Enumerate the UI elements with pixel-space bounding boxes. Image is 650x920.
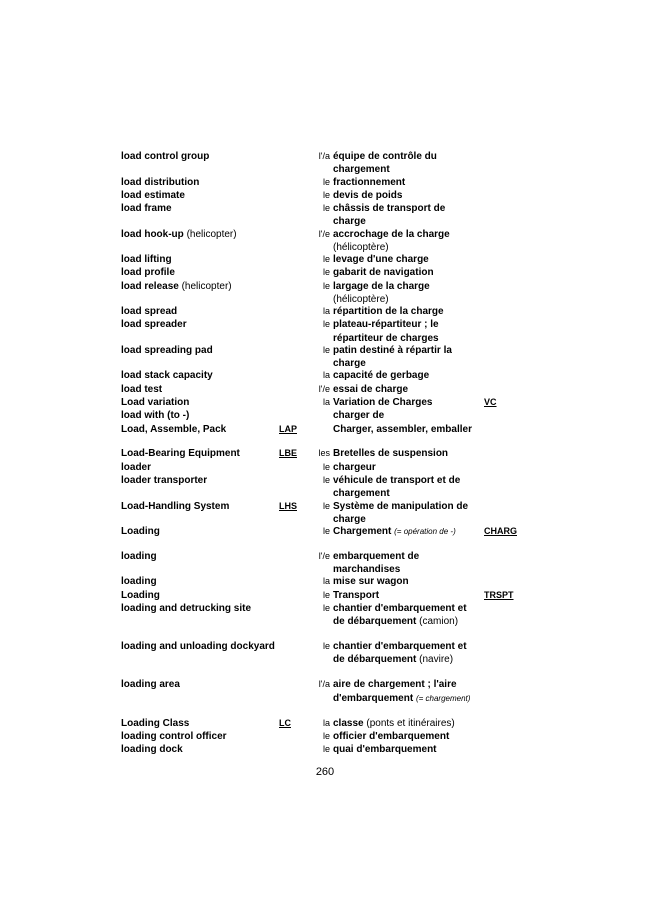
code-link[interactable]: CHARG: [484, 526, 517, 537]
article: l'/e: [318, 228, 330, 239]
glossary-entry: [121, 253, 541, 266]
glossary-entry: [121, 743, 541, 756]
article: l'/e: [318, 550, 330, 561]
french-note: (navire): [419, 654, 454, 666]
article: le: [322, 176, 330, 187]
article: le: [322, 475, 330, 486]
english-term: Load, Assemble, Pack: [121, 423, 227, 435]
article: le: [322, 267, 330, 278]
english-term: Loading Class: [121, 717, 190, 729]
english-term: loading and unloading dockyard: [121, 641, 275, 653]
english-term: load control group: [121, 151, 210, 162]
french-term: chantier d'embarquement et de débarquement (navire): [333, 641, 467, 666]
french-term: véhicule de transport et de chargement: [333, 475, 461, 500]
article: le: [322, 254, 330, 265]
french-term: essai de charge: [333, 383, 409, 395]
french-term: châssis de transport de charge: [333, 203, 446, 228]
glossary-entry: [121, 369, 541, 382]
glossary-entry: [121, 717, 541, 730]
french-term: largage de la charge (hélicoptère): [333, 280, 430, 305]
english-term: loader transporter: [121, 475, 208, 487]
french-term: répartition de la charge: [333, 306, 444, 318]
french-term: levage d'une charge: [333, 254, 429, 266]
french-term: devis de poids: [333, 189, 403, 201]
french-term: fractionnement: [333, 176, 406, 188]
english-term: loading control officer: [121, 730, 227, 742]
french-term: équipe de contrôle du chargement: [333, 151, 437, 176]
article: l'/a: [318, 151, 330, 161]
english-term: loading dock: [121, 744, 183, 756]
english-term: Load-Handling System: [121, 500, 230, 512]
glossary-entry: [121, 189, 541, 202]
french-term: Transport: [333, 589, 380, 601]
spacer: [121, 436, 541, 448]
glossary-entry: [121, 396, 541, 409]
french-note: (ponts et itinéraires): [366, 717, 455, 729]
french-term: classe (ponts et itinéraires): [333, 717, 455, 729]
article: le: [322, 589, 330, 600]
english-term: load lifting: [121, 254, 172, 266]
glossary-entry: [121, 280, 541, 306]
article: la: [322, 306, 330, 317]
french-term: accrochage de la charge (hélicoptère): [333, 228, 450, 253]
glossary-entries: [121, 150, 541, 756]
article: le: [322, 730, 330, 741]
glossary-entry: [121, 150, 541, 176]
spacer: [121, 538, 541, 550]
english-term: load distribution: [121, 176, 200, 188]
glossary-entry: [121, 474, 541, 500]
abbreviation-link[interactable]: LC: [279, 717, 291, 728]
french-term: chantier d'embarquement et de débarquement (camion): [333, 602, 467, 628]
article: le: [322, 526, 330, 537]
french-term: mise sur wagon: [333, 576, 409, 588]
english-term: loading: [121, 576, 157, 588]
english-term: load spread: [121, 306, 178, 318]
french-term: officier d'embarquement: [333, 730, 450, 742]
english-term: Loading: [121, 526, 160, 538]
english-term: Load variation: [121, 397, 190, 409]
code-link[interactable]: VC: [484, 397, 497, 408]
glossary-entry: [121, 447, 541, 460]
article: la: [322, 576, 330, 587]
article: la: [322, 717, 330, 728]
french-term: aire de chargement ; l'aire d'embarquement (= chargement): [333, 679, 471, 704]
abbreviation-link[interactable]: LHS: [279, 500, 297, 511]
glossary-entry: [121, 318, 541, 344]
french-term: Système de manipulation de charge: [333, 500, 469, 525]
article: l'/a: [318, 679, 330, 690]
article: le: [322, 744, 330, 755]
glossary-entry: [121, 202, 541, 228]
glossary-entry: [121, 678, 541, 716]
glossary-entry: [121, 266, 541, 279]
article: les: [318, 448, 330, 459]
english-note: (helicopter): [186, 228, 237, 240]
english-term: load profile: [121, 267, 175, 279]
english-term: loading: [121, 550, 157, 562]
english-term: loading and detrucking site: [121, 602, 252, 614]
glossary-entry: [121, 305, 541, 318]
french-term: patin destiné à répartir la charge: [333, 344, 452, 370]
english-term: loading area: [121, 679, 180, 691]
glossary-entry: [121, 730, 541, 743]
french-term: charger de: [333, 410, 385, 422]
french-term: Charger, assembler, emballer: [333, 423, 472, 435]
article: le: [322, 203, 330, 214]
abbreviation-link[interactable]: LBE: [279, 448, 297, 459]
english-term: load stack capacity: [121, 370, 213, 382]
article: l'/e: [318, 383, 330, 394]
english-term: load with (to -): [121, 410, 190, 422]
article: le: [322, 189, 330, 200]
english-term: load spreading pad: [121, 344, 213, 356]
french-term: Variation de Charges: [333, 397, 433, 409]
glossary-entry: [121, 589, 541, 602]
english-term: Loading: [121, 589, 160, 601]
glossary-entry: [121, 423, 541, 436]
french-term: capacité de gerbage: [333, 370, 430, 382]
english-term: Load-Bearing Equipment: [121, 448, 240, 460]
english-note: (helicopter): [181, 280, 232, 292]
code-link[interactable]: TRSPT: [484, 589, 514, 600]
glossary-entry: [121, 640, 541, 678]
glossary-entry: [121, 500, 541, 526]
glossary-entry: [121, 228, 541, 254]
glossary-entry: [121, 383, 541, 396]
french-term: Bretelles de suspension: [333, 448, 449, 460]
french-term: gabarit de navigation: [333, 267, 434, 279]
english-term: load release (helicopter): [121, 280, 232, 292]
glossary-entry: [121, 575, 541, 588]
english-term: load hook-up (helicopter): [121, 228, 237, 240]
english-term: load spreader: [121, 319, 187, 331]
glossary-entry: [121, 176, 541, 189]
french-term: Chargement (= opération de -): [333, 526, 456, 538]
article: le: [322, 641, 330, 652]
glossary-entry: [121, 525, 541, 538]
glossary-entry: [121, 550, 541, 576]
article: la: [322, 397, 330, 408]
french-term: chargeur: [333, 461, 376, 473]
glossary-entry: [121, 461, 541, 474]
french-term: quai d'embarquement: [333, 744, 437, 756]
article: le: [322, 319, 330, 330]
french-note: (camion): [419, 616, 459, 628]
abbreviation-link[interactable]: LAP: [279, 423, 297, 434]
page-number: 260: [315, 766, 335, 778]
glossary-entry: [121, 602, 541, 640]
french-term: plateau-répartiteur ; le répartiteur de charges: [333, 319, 439, 344]
french-italic-note: (= opération de -): [394, 527, 456, 537]
english-term: load estimate: [121, 189, 185, 201]
glossary-entry: [121, 409, 541, 422]
french-note: (hélicoptère): [333, 293, 389, 305]
french-italic-note: (= chargement): [415, 693, 471, 703]
article: le: [322, 500, 330, 511]
article: le: [322, 344, 330, 355]
article: le: [322, 461, 330, 472]
english-term: load frame: [121, 203, 172, 215]
french-note: (hélicoptère): [333, 241, 389, 253]
french-term: embarquement de marchandises: [333, 550, 420, 576]
article: le: [322, 280, 330, 291]
english-term: loader: [121, 461, 152, 473]
article: le: [322, 602, 330, 613]
glossary-entry: [121, 344, 541, 370]
article: la: [322, 370, 330, 381]
english-term: load test: [121, 383, 163, 395]
